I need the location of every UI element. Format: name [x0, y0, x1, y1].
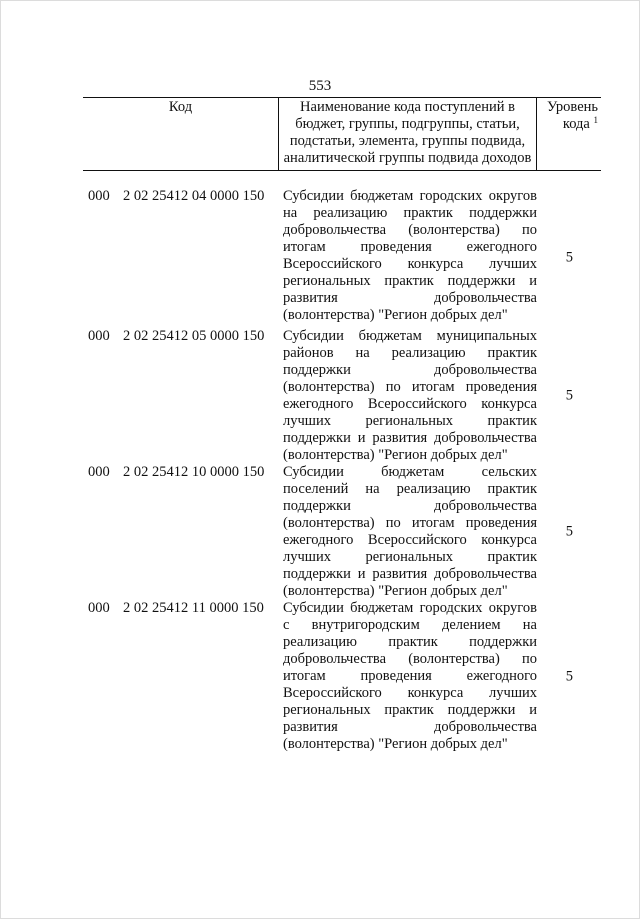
table-row — [83, 464, 601, 600]
table-row — [83, 600, 601, 753]
row-name: Субсидии бюджетам сельских поселений на реализацию практик поддержки добровольчества (волонтерства) по итогам проведения ежегодного Всероссийского конкурса лучших региональных практик поддержки и развития добровольчества (волонтерства) "Регион добрых дел" — [283, 464, 537, 599]
table-body — [83, 188, 601, 753]
row-level: 5 — [565, 668, 573, 684]
row-code: 2 02 25412 04 0000 150 — [123, 188, 265, 204]
page-number: 553 — [308, 78, 332, 94]
header-level-footnote: 1 — [593, 115, 598, 125]
row-prefix: 000 — [88, 464, 110, 480]
row-code: 2 02 25412 05 0000 150 — [123, 328, 265, 344]
table-row — [83, 188, 601, 328]
row-prefix: 000 — [88, 600, 110, 616]
header-name: Наименование кода поступлений в бюджет, группы, подгруппы, статьи, подстатьи, элемента, группы подвида, аналитической группы подвида доходов — [278, 98, 537, 170]
header-level — [537, 98, 601, 170]
row-prefix: 000 — [88, 188, 110, 204]
row-level: 5 — [565, 249, 573, 266]
table-header — [83, 97, 601, 171]
table-row — [83, 328, 601, 464]
row-code: 2 02 25412 10 0000 150 — [123, 464, 265, 480]
header-level-text: Уровень кода — [546, 99, 598, 132]
row-level: 5 — [565, 387, 573, 404]
row-name: Субсидии бюджетам городских округов на реализацию практик поддержки добровольчества (волонтерства) по итогам проведения ежегодного Всероссийского конкурса лучших региональных практик поддержки и развития добровольчества (волонтерства) "Регион добрых дел" — [283, 188, 537, 323]
row-level: 5 — [565, 523, 573, 540]
header-code: Код — [168, 99, 193, 115]
row-code: 2 02 25412 11 0000 150 — [123, 600, 264, 616]
row-prefix: 000 — [88, 328, 110, 344]
row-name: Субсидии бюджетам городских округов с внутригородским делением на реализацию практик поддержки добровольчества (волонтерства) по итогам проведения ежегодного Всероссийского конкурса лучших региональных практик поддержки и развития добровольчества (волонтерства) "Регион добрых дел" — [283, 600, 537, 752]
row-name: Субсидии бюджетам муниципальных районов на реализацию практик поддержки добровольчества (волонтерства) по итогам проведения ежегодного Всероссийского конкурса лучших региональных практик поддержки и развития добровольчества (волонтерства) "Регион добрых дел" — [283, 328, 537, 463]
